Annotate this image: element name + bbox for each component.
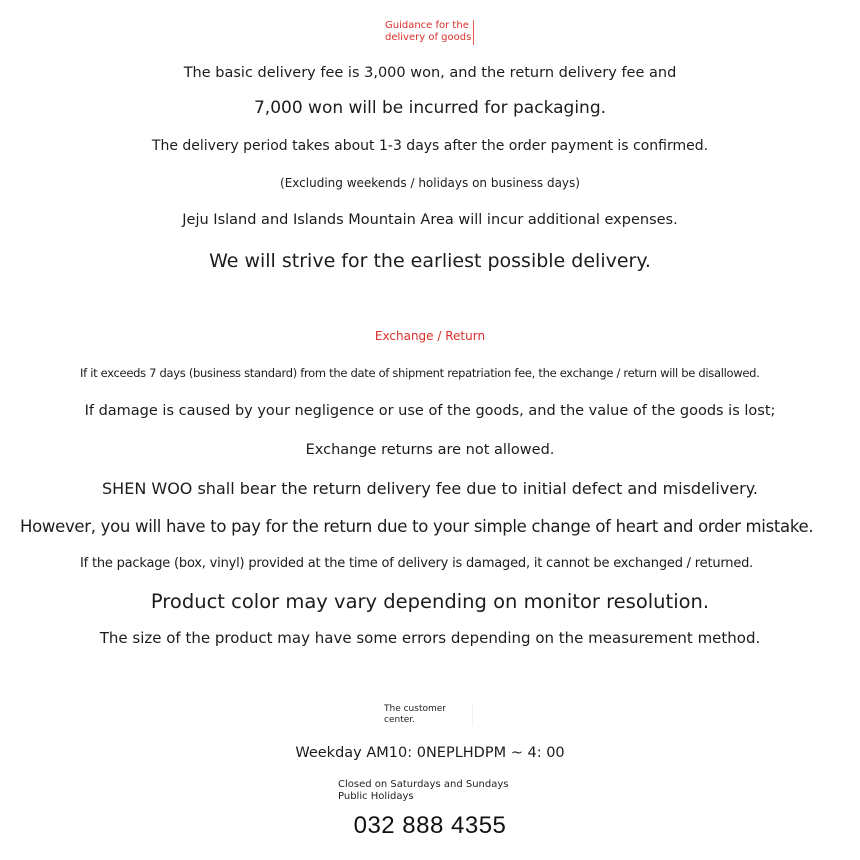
exchange-line-not-allowed: Exchange returns are not allowed. bbox=[305, 442, 555, 458]
delivery-heading-line1: Guidance for the bbox=[385, 20, 469, 31]
exchange-line-color: Product color may vary depending on monitor resolution. bbox=[150, 590, 710, 613]
customer-center-line1: The customer bbox=[384, 704, 446, 714]
exchange-line-package: If the package (box, vinyl) provided at the time of delivery is damaged, it cannot be exchanged / returned. bbox=[80, 556, 754, 571]
delivery-heading bbox=[385, 20, 474, 45]
exchange-heading: Exchange / Return bbox=[374, 329, 486, 343]
delivery-line-jeju: Jeju Island and Islands Mountain Area will incur additional expenses. bbox=[182, 212, 678, 228]
delivery-line-fee: The basic delivery fee is 3,000 won, and the return delivery fee and bbox=[183, 65, 677, 81]
delivery-line-excluding: (Excluding weekends / holidays on business days) bbox=[280, 176, 580, 190]
delivery-line-period: The delivery period takes about 1-3 days after the order payment is confirmed. bbox=[151, 138, 709, 154]
customer-center-line2: center. bbox=[384, 715, 415, 725]
exchange-line-shenwoo: SHEN WOO shall bear the return delivery fee due to initial defect and misdelivery. bbox=[102, 479, 758, 498]
closed-line1: Closed on Saturdays and Sundays bbox=[338, 779, 509, 790]
delivery-heading-line2: delivery of goods bbox=[385, 32, 472, 43]
customer-center-hours: Weekday AM10: 0NEPLHDPM ~ 4: 00 bbox=[295, 745, 565, 761]
exchange-line-size: The size of the product may have some errors depending on the measurement method. bbox=[99, 629, 761, 647]
closed-line2: Public Holidays bbox=[338, 791, 414, 802]
exchange-line-change-of-heart: However, you will have to pay for the return due to your simple change of heart and order mistake. bbox=[20, 517, 814, 536]
customer-center-phone: 032 888 4355 bbox=[353, 812, 507, 839]
exchange-line-damage: If damage is caused by your negligence or use of the goods, and the value of the goods is lost; bbox=[84, 403, 776, 419]
delivery-line-packaging: 7,000 won will be incurred for packaging. bbox=[253, 98, 607, 118]
customer-center-closed bbox=[338, 779, 508, 803]
exchange-line-7days: If it exceeds 7 days (business standard) from the date of shipment repatriation fee, the exchange / return will be disallowed. bbox=[80, 366, 760, 380]
delivery-line-strive: We will strive for the earliest possible delivery. bbox=[209, 250, 651, 272]
customer-center-label bbox=[384, 704, 473, 726]
